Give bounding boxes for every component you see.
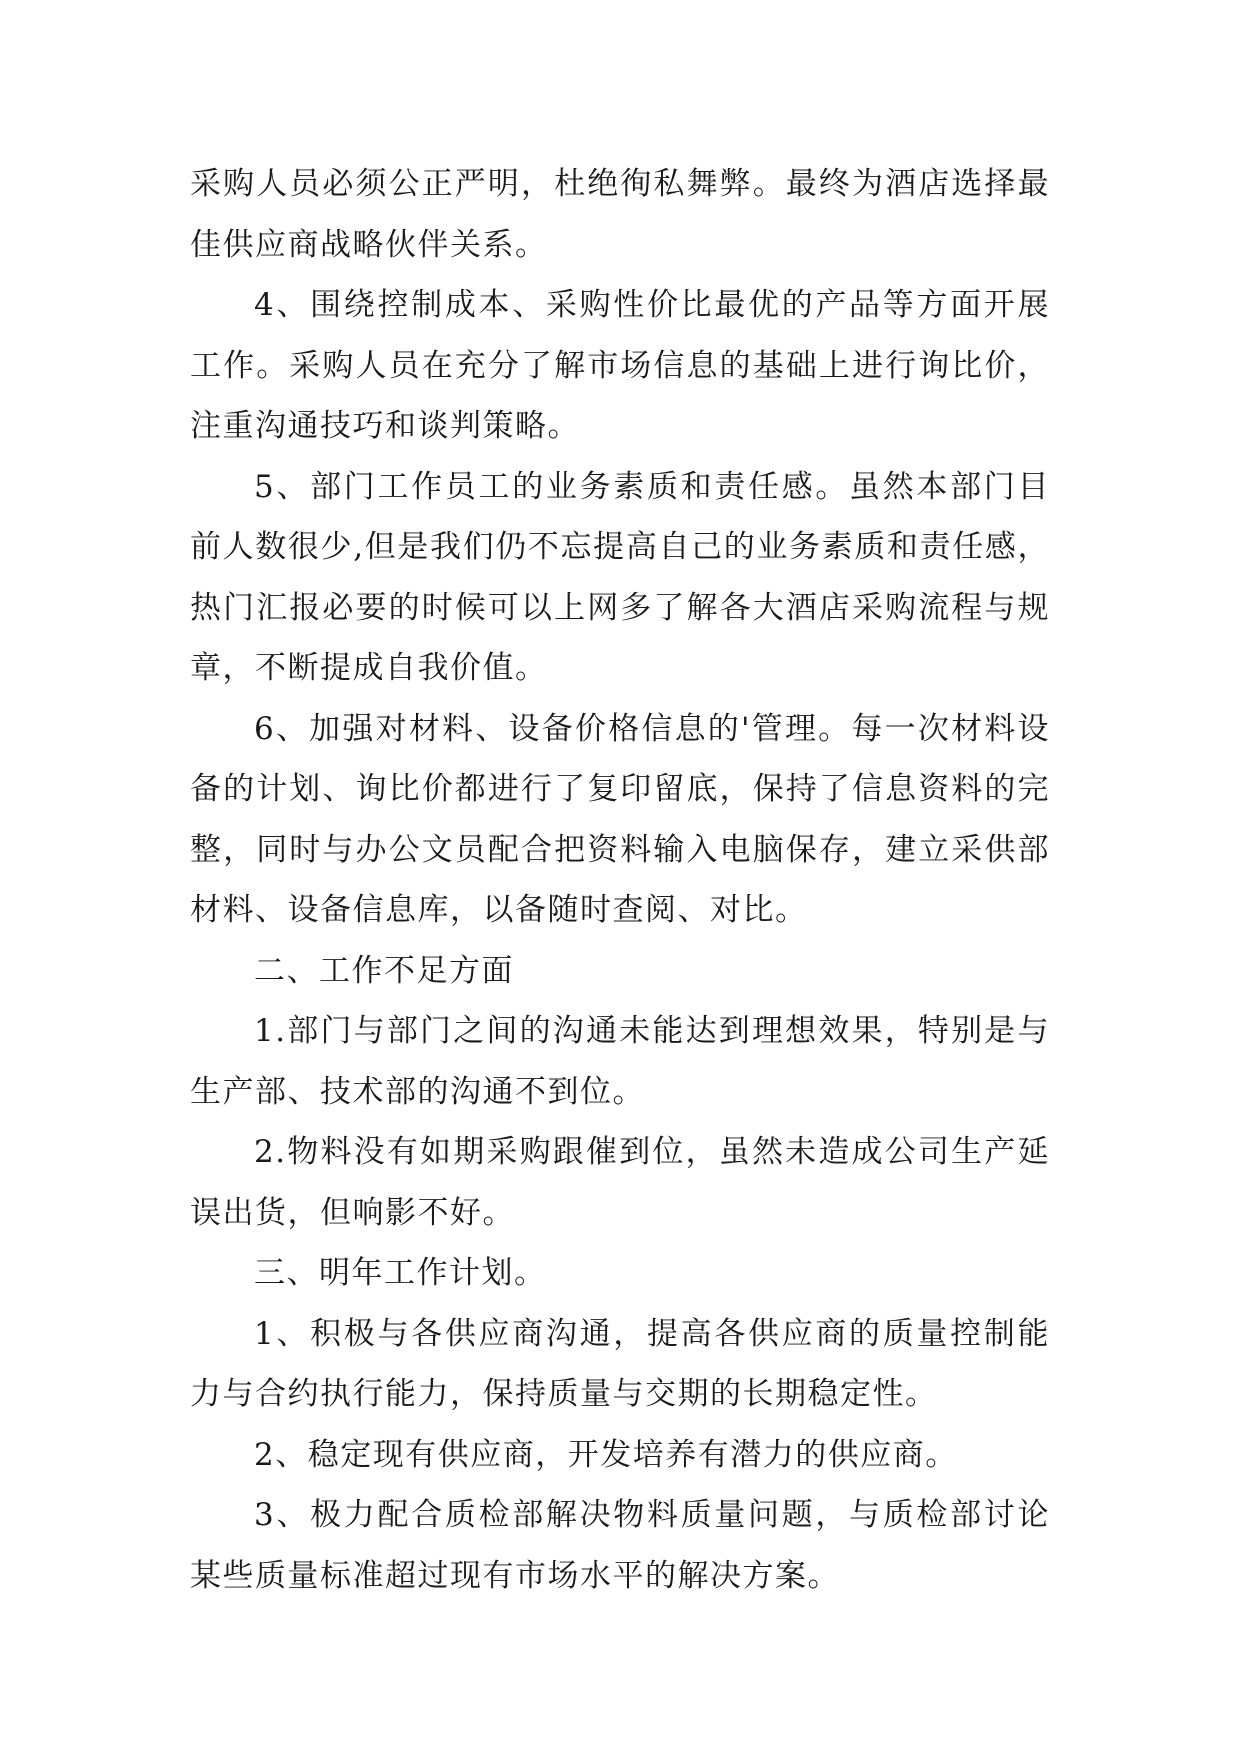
document-body	[190, 154, 1050, 1606]
paragraph-shortcoming-2: 2.物料没有如期采购跟催到位，虽然未造成公司生产延误出货，但响影不好。	[190, 1134, 1050, 1231]
paragraph-plan-3: 3、极力配合质检部解决物料质量问题，与质检部讨论某些质量标准超过现有市场水平的解决方案。	[190, 1497, 1050, 1594]
section-heading-next-year-plan: 三、明年工作计划。	[254, 1255, 547, 1291]
paragraph-item-4: 4、围绕控制成本、采购性价比最优的产品等方面开展工作。采购人员在充分了解市场信息的基础上进行询比价，注重沟通技巧和谈判策略。	[190, 287, 1050, 444]
paragraph-item-5: 5、部门工作员工的业务素质和责任感。虽然本部门目前人数很少,但是我们仍不忘提高自己的业务素质和责任感，热门汇报必要的时候可以上网多了解各大酒店采购流程与规章，不断提成自我价值。	[190, 468, 1050, 686]
paragraph-plan-1: 1、积极与各供应商沟通，提高各供应商的质量控制能力与合约执行能力，保持质量与交期的长期稳定性。	[190, 1315, 1050, 1412]
paragraph-plan-2: 2、稳定现有供应商，开发培养有潜力的供应商。	[254, 1436, 958, 1473]
paragraph-item-6: 6、加强对材料、设备价格信息的'管理。每一次材料设备的计划、询比价都进行了复印留底，保持了信息资料的完整，同时与办公文员配合把资料输入电脑保存，建立采供部材料、设备信息库，以备随时查阅、对比。	[190, 710, 1050, 928]
paragraph-shortcoming-1: 1.部门与部门之间的沟通未能达到理想效果，特别是与生产部、技术部的沟通不到位。	[190, 1013, 1050, 1110]
section-heading-shortcomings: 二、工作不足方面	[254, 952, 514, 989]
paragraph-continuation: 采购人员必须公正严明，杜绝徇私舞弊。最终为酒店选择最佳供应商战略伙伴关系。	[190, 166, 1050, 263]
